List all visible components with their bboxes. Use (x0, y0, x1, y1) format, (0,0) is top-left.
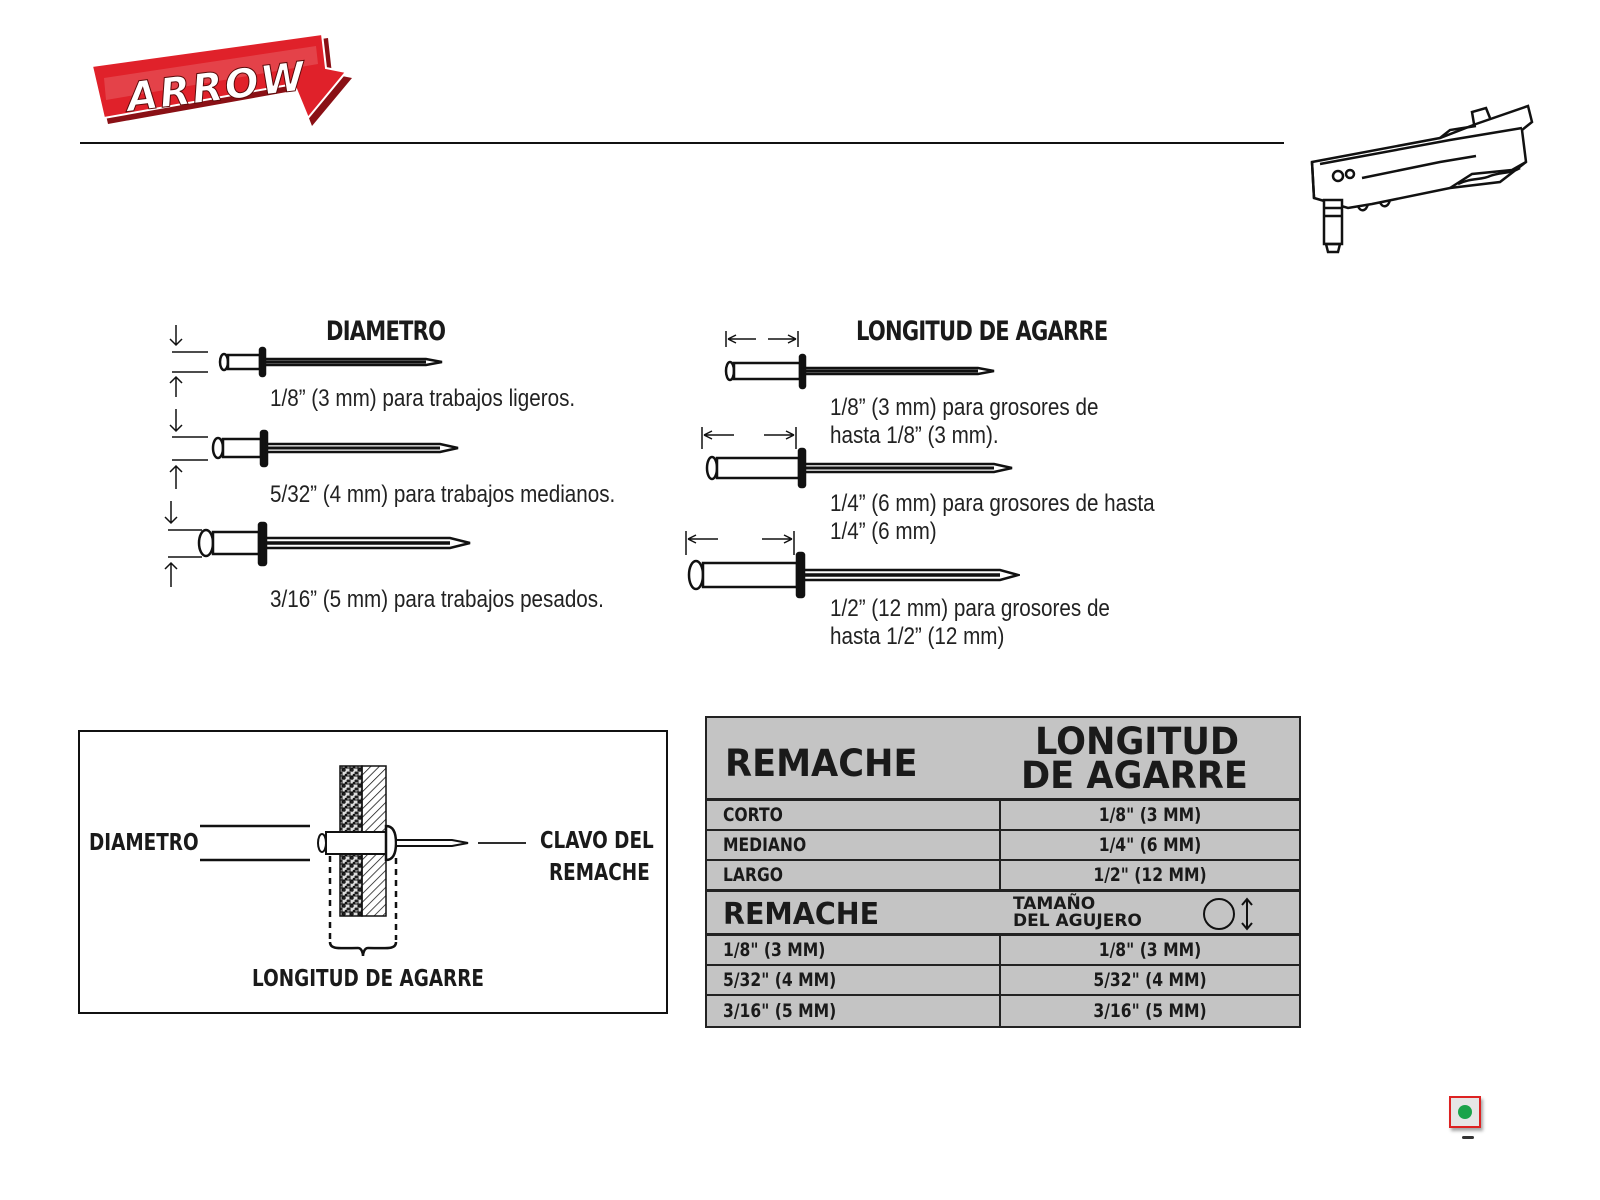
table-row (707, 933, 1299, 964)
rivet-spec-table (705, 716, 1301, 1028)
grip-rivet-drawings (680, 325, 1020, 615)
row-name: CORTO (723, 804, 783, 826)
grip-item-3-line2: hasta 1/2” (12 mm) (830, 623, 1005, 650)
table-header-rivet: REMACHE (725, 742, 918, 785)
grip-item-1-line2: hasta 1/8” (3 mm). (830, 422, 999, 449)
grip-item-2-line1: 1/4” (6 mm) para grosores de hasta (830, 490, 1155, 517)
grip-item-3-line1: 1/2” (12 mm) para grosores de (830, 595, 1110, 622)
rivet-tool-illustration (1300, 100, 1540, 265)
row-value: 1/8" (3 MM) (1098, 939, 1202, 961)
diagram-nail-label-line1: CLAVO DEL (540, 828, 654, 854)
row-name: 5/32" (4 MM) (723, 969, 837, 991)
row-name: LARGO (723, 864, 784, 886)
table-row (707, 798, 1299, 829)
diagram-diameter-label: DIAMETRO (89, 830, 199, 856)
row-name: 3/16" (5 MM) (723, 1000, 837, 1022)
green-dot-icon (1458, 1105, 1472, 1119)
rivet-medium-icon (170, 409, 458, 489)
diameter-item-2: 5/32” (4 mm) para trabajos medianos. (270, 481, 616, 508)
table-row (707, 964, 1299, 994)
table-row (707, 859, 1299, 889)
rivet-short-grip-icon (726, 331, 994, 388)
grip-item-2-line2: 1/4” (6 mm) (830, 518, 937, 545)
diameter-item-1: 1/8” (3 mm) para trabajos ligeros. (270, 385, 576, 412)
table-header-grip (707, 718, 1299, 798)
table-header-hole-line2: DEL AGUJERO (1013, 911, 1142, 931)
arrow-logo (90, 34, 360, 134)
row-value: 5/32" (4 MM) (1093, 969, 1207, 991)
row-name: 1/8" (3 MM) (723, 939, 826, 961)
rivet-cross-section-drawing (190, 760, 550, 960)
diameter-item-3: 3/16” (5 mm) para trabajos pesados. (270, 586, 604, 613)
table-header-grip-line2: DE AGARRE (1021, 754, 1248, 797)
status-badge[interactable] (1449, 1096, 1481, 1128)
row-value: 1/4" (6 MM) (1098, 834, 1202, 856)
table-row (707, 994, 1299, 1026)
table-header-rivet-2: REMACHE (723, 897, 880, 932)
diagram-grip-label: LONGITUD DE AGARRE (252, 966, 484, 992)
header-rule (80, 142, 1284, 144)
diameter-title: DIAMETRO (326, 316, 446, 347)
grip-title: LONGITUD DE AGARRE (856, 316, 1108, 347)
row-value: 1/2" (12 MM) (1093, 864, 1207, 886)
diameter-rivet-drawings (158, 325, 478, 595)
svg-text:ARROW: ARROW (124, 53, 310, 122)
row-value: 3/16" (5 MM) (1093, 1000, 1207, 1022)
diagram-nail-label-line2: REMACHE (549, 860, 650, 886)
row-value: 1/8" (3 MM) (1098, 804, 1202, 826)
table-header-grip-line1: LONGITUD (1035, 720, 1240, 763)
grip-item-1-line1: 1/8” (3 mm) para grosores de (830, 394, 1099, 421)
table-row (707, 829, 1299, 859)
badge-mark-icon (1462, 1136, 1474, 1139)
rivet-large-icon (165, 501, 470, 587)
hole-size-icon (1203, 896, 1263, 932)
table-header-hole (707, 889, 1299, 933)
row-name: MEDIANO (723, 834, 807, 856)
table-header-hole-line1: TAMAÑO (1013, 894, 1096, 914)
